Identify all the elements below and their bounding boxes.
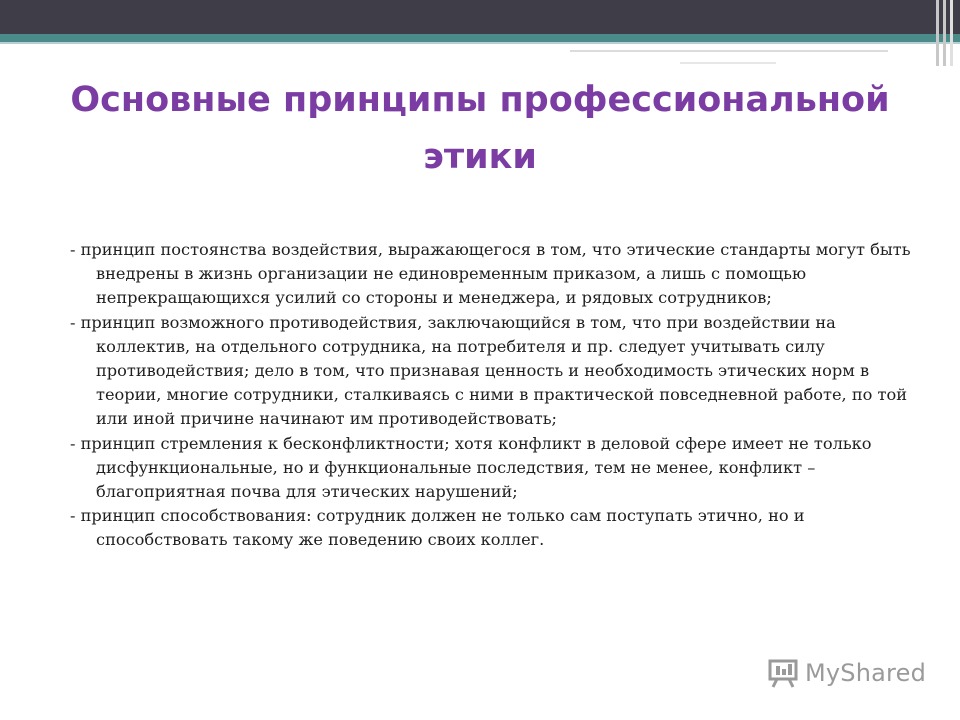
principle-paragraph: - принцип постоянства воздействия, выражающегося в том, что этические стандарты могут быть внедрены в жизнь организации не единовременным приказом, а лишь с помощью непрекращающихся усилий со стороны и менеджера, и рядовых сотрудников; bbox=[70, 240, 911, 308]
principle-paragraph: - принцип способствования: сотрудник должен не только сам поступать этично, но и способствовать такому же поведению своих коллег. bbox=[70, 506, 805, 550]
top-thin-stripe bbox=[0, 42, 960, 44]
top-decorative-band bbox=[0, 0, 960, 34]
watermark-text: MyShared bbox=[805, 659, 927, 687]
decorative-line bbox=[680, 62, 776, 64]
principle-paragraph: - принцип возможного противодействия, заключающийся в том, что при воздействии на коллектив, на отдельного сотрудника, на потребителя и пр. следует учитывать силу противодействия; дело в том, что признавая ценность и необходимость этических норм в теории, многие сотрудники, сталкиваясь с ними в практической повседневной работе, по той или иной причине начинают им противодействовать; bbox=[70, 312, 907, 429]
presentation-board-icon bbox=[767, 657, 799, 689]
decorative-line bbox=[570, 50, 888, 52]
decorative-vertical-bar bbox=[943, 0, 946, 66]
slide-title: Основные принципы профессиональной этики bbox=[70, 80, 890, 177]
watermark bbox=[767, 655, 926, 691]
top-accent-stripe bbox=[0, 34, 960, 42]
decorative-vertical-bar bbox=[950, 0, 953, 66]
decorative-vertical-bar bbox=[936, 0, 939, 66]
slide-body bbox=[70, 238, 920, 553]
principle-paragraph: - принцип стремления к бесконфликтности; хотя конфликт в деловой сфере имеет не только дисфункциональные, но и функциональные последствия, тем не менее, конфликт – благоприятная почва для этических нарушений; bbox=[70, 433, 872, 502]
